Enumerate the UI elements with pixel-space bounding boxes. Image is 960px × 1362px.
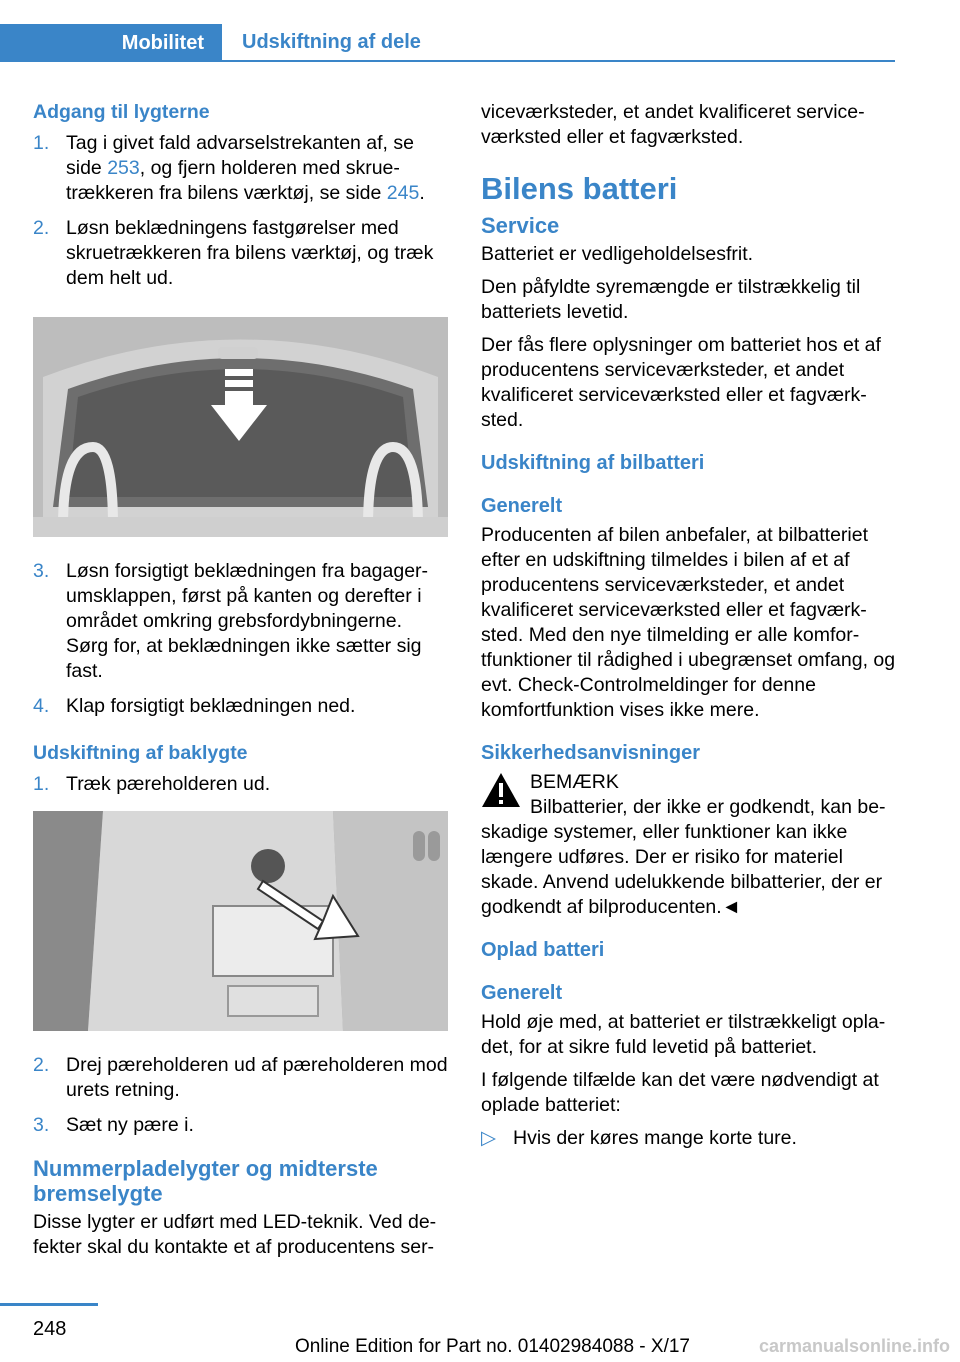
step-number: 3. bbox=[33, 1114, 50, 1136]
step-text: Træk pæreholderen ud. bbox=[66, 773, 271, 795]
charge-heading: Oplad batteri bbox=[481, 939, 605, 961]
page-link[interactable]: 245 bbox=[386, 182, 420, 204]
battery-heading: Bilens batteri bbox=[481, 171, 678, 206]
charge-text: I følgende tilfælde kan det være nødvendigt at oplade batteriet: bbox=[481, 1069, 879, 1116]
warning-label: BEMÆRK bbox=[530, 771, 619, 793]
step-text: Tag i givet fald advarselstrekanten af, se side 253, og fjern holderen med skrue-trækkeren fra bilens værktøj, se side 245. bbox=[66, 132, 425, 204]
step-item bbox=[33, 1053, 449, 1103]
step-number: 1. bbox=[33, 132, 50, 154]
replace-battery-heading: Udskiftning af bilbatteri bbox=[481, 452, 705, 474]
step-number: 4. bbox=[33, 695, 50, 717]
page-link[interactable]: 253 bbox=[107, 157, 140, 179]
bullet-arrow-icon: ▷ bbox=[481, 1127, 496, 1149]
safety-heading: Sikkerhedsanvisninger bbox=[481, 742, 700, 764]
step-item bbox=[33, 772, 449, 797]
step-text: Sæt ny pære i. bbox=[66, 1114, 194, 1136]
step-number: 3. bbox=[33, 560, 50, 582]
step-text: Klap forsigtigt beklædningen ned. bbox=[66, 695, 356, 717]
general-heading: Generelt bbox=[481, 495, 563, 517]
step-text: Løsn forsigtigt beklædningen fra bagager-umsklappen, først på kanten og derefter i området omkring grebsfordybningerne. Sørg for, at beklædningen ikke sætter sig fast. bbox=[66, 560, 429, 682]
step-item bbox=[33, 559, 449, 684]
left-column bbox=[33, 100, 449, 1268]
service-text: Batteriet er vedligeholdelsesfrit. bbox=[481, 243, 754, 265]
service-text: Der fås flere oplysninger om batteriet hos et af producentens serviceværksteder, et andet kvalificeret serviceværksted eller et fagværk-sted. bbox=[481, 334, 881, 431]
charge-text: Hold øje med, at batteriet er tilstrækkeligt opla-det, for at sikre fuld levetid på batteriet. bbox=[481, 1011, 886, 1058]
step-number: 2. bbox=[33, 1054, 50, 1076]
warning-triangle-icon bbox=[481, 772, 521, 815]
charge-general-heading: Generelt bbox=[481, 982, 563, 1004]
warning-text-first: Bilbatterier, der ikke er godkendt, kan be- bbox=[530, 796, 886, 818]
page-number: 248 bbox=[33, 1318, 67, 1340]
step-number: 2. bbox=[33, 217, 50, 239]
bullet-text: Hvis der køres mange korte ture. bbox=[513, 1127, 797, 1149]
section-tab[interactable]: Mobilitet bbox=[0, 24, 222, 62]
access-heading: Adgang til lygterne bbox=[33, 101, 210, 123]
step-item bbox=[33, 216, 449, 291]
chapter-tab[interactable]: Udskiftning af dele bbox=[222, 24, 895, 62]
step-text: Drej pæreholderen ud af pæreholderen mod urets retning. bbox=[66, 1054, 448, 1101]
edition-footer: Online Edition for Part no. 01402984088 - X/17 bbox=[294, 1336, 690, 1357]
warning-text: skadige systemer, eller funktioner kan ikke længere udføres. Der er risiko for materiel skade. Anvend udelukkende bilbatterier, der er godkendt af bilproducenten.◄ bbox=[481, 821, 883, 918]
continued-text: viceværksteder, et andet kvalificeret service-værksted eller et fagværksted. bbox=[481, 101, 865, 148]
page-number-rule bbox=[0, 1303, 98, 1306]
rear-light-heading: Udskiftning af baklygte bbox=[33, 742, 248, 764]
trunk-lid-illustration bbox=[33, 317, 448, 537]
warning-notice bbox=[481, 770, 901, 820]
header-tabs bbox=[0, 24, 895, 62]
step-item bbox=[33, 694, 449, 719]
step-item bbox=[33, 131, 449, 206]
plate-light-text: Disse lygter er udført med LED-teknik. Ved de-fekter skal du kontakte et af producentens ser- bbox=[33, 1211, 437, 1258]
step-number: 1. bbox=[33, 773, 50, 795]
service-heading: Service bbox=[481, 213, 560, 238]
step-item bbox=[33, 1113, 449, 1138]
right-column bbox=[481, 100, 901, 1151]
watermark: carmanualsonline.info bbox=[758, 1336, 950, 1356]
list-item bbox=[481, 1126, 901, 1151]
bulb-holder-illustration bbox=[33, 811, 448, 1031]
plate-light-heading: Nummerpladelygter og midterste bremselygte bbox=[33, 1156, 378, 1206]
step-text: Løsn beklædningens fastgørelser med skruetrækkeren fra bilens værktøj, og træk dem helt ud. bbox=[66, 217, 434, 289]
general-text: Producenten af bilen anbefaler, at bilbatteriet efter en udskiftning tilmeldes i bilen af et af producentens serviceværksteder, et andet kvalificeret serviceværksted eller et fagværk-sted. Med den nye tilmelding er alle komfor-tfunktioner til rådighed i ubegrænset omfang, og evt. Check-Controlmeldinger for denne komfortfunktion vises ikke mere. bbox=[481, 524, 896, 721]
service-text: Den påfyldte syremængde er tilstrækkelig til batteriets levetid. bbox=[481, 276, 861, 323]
